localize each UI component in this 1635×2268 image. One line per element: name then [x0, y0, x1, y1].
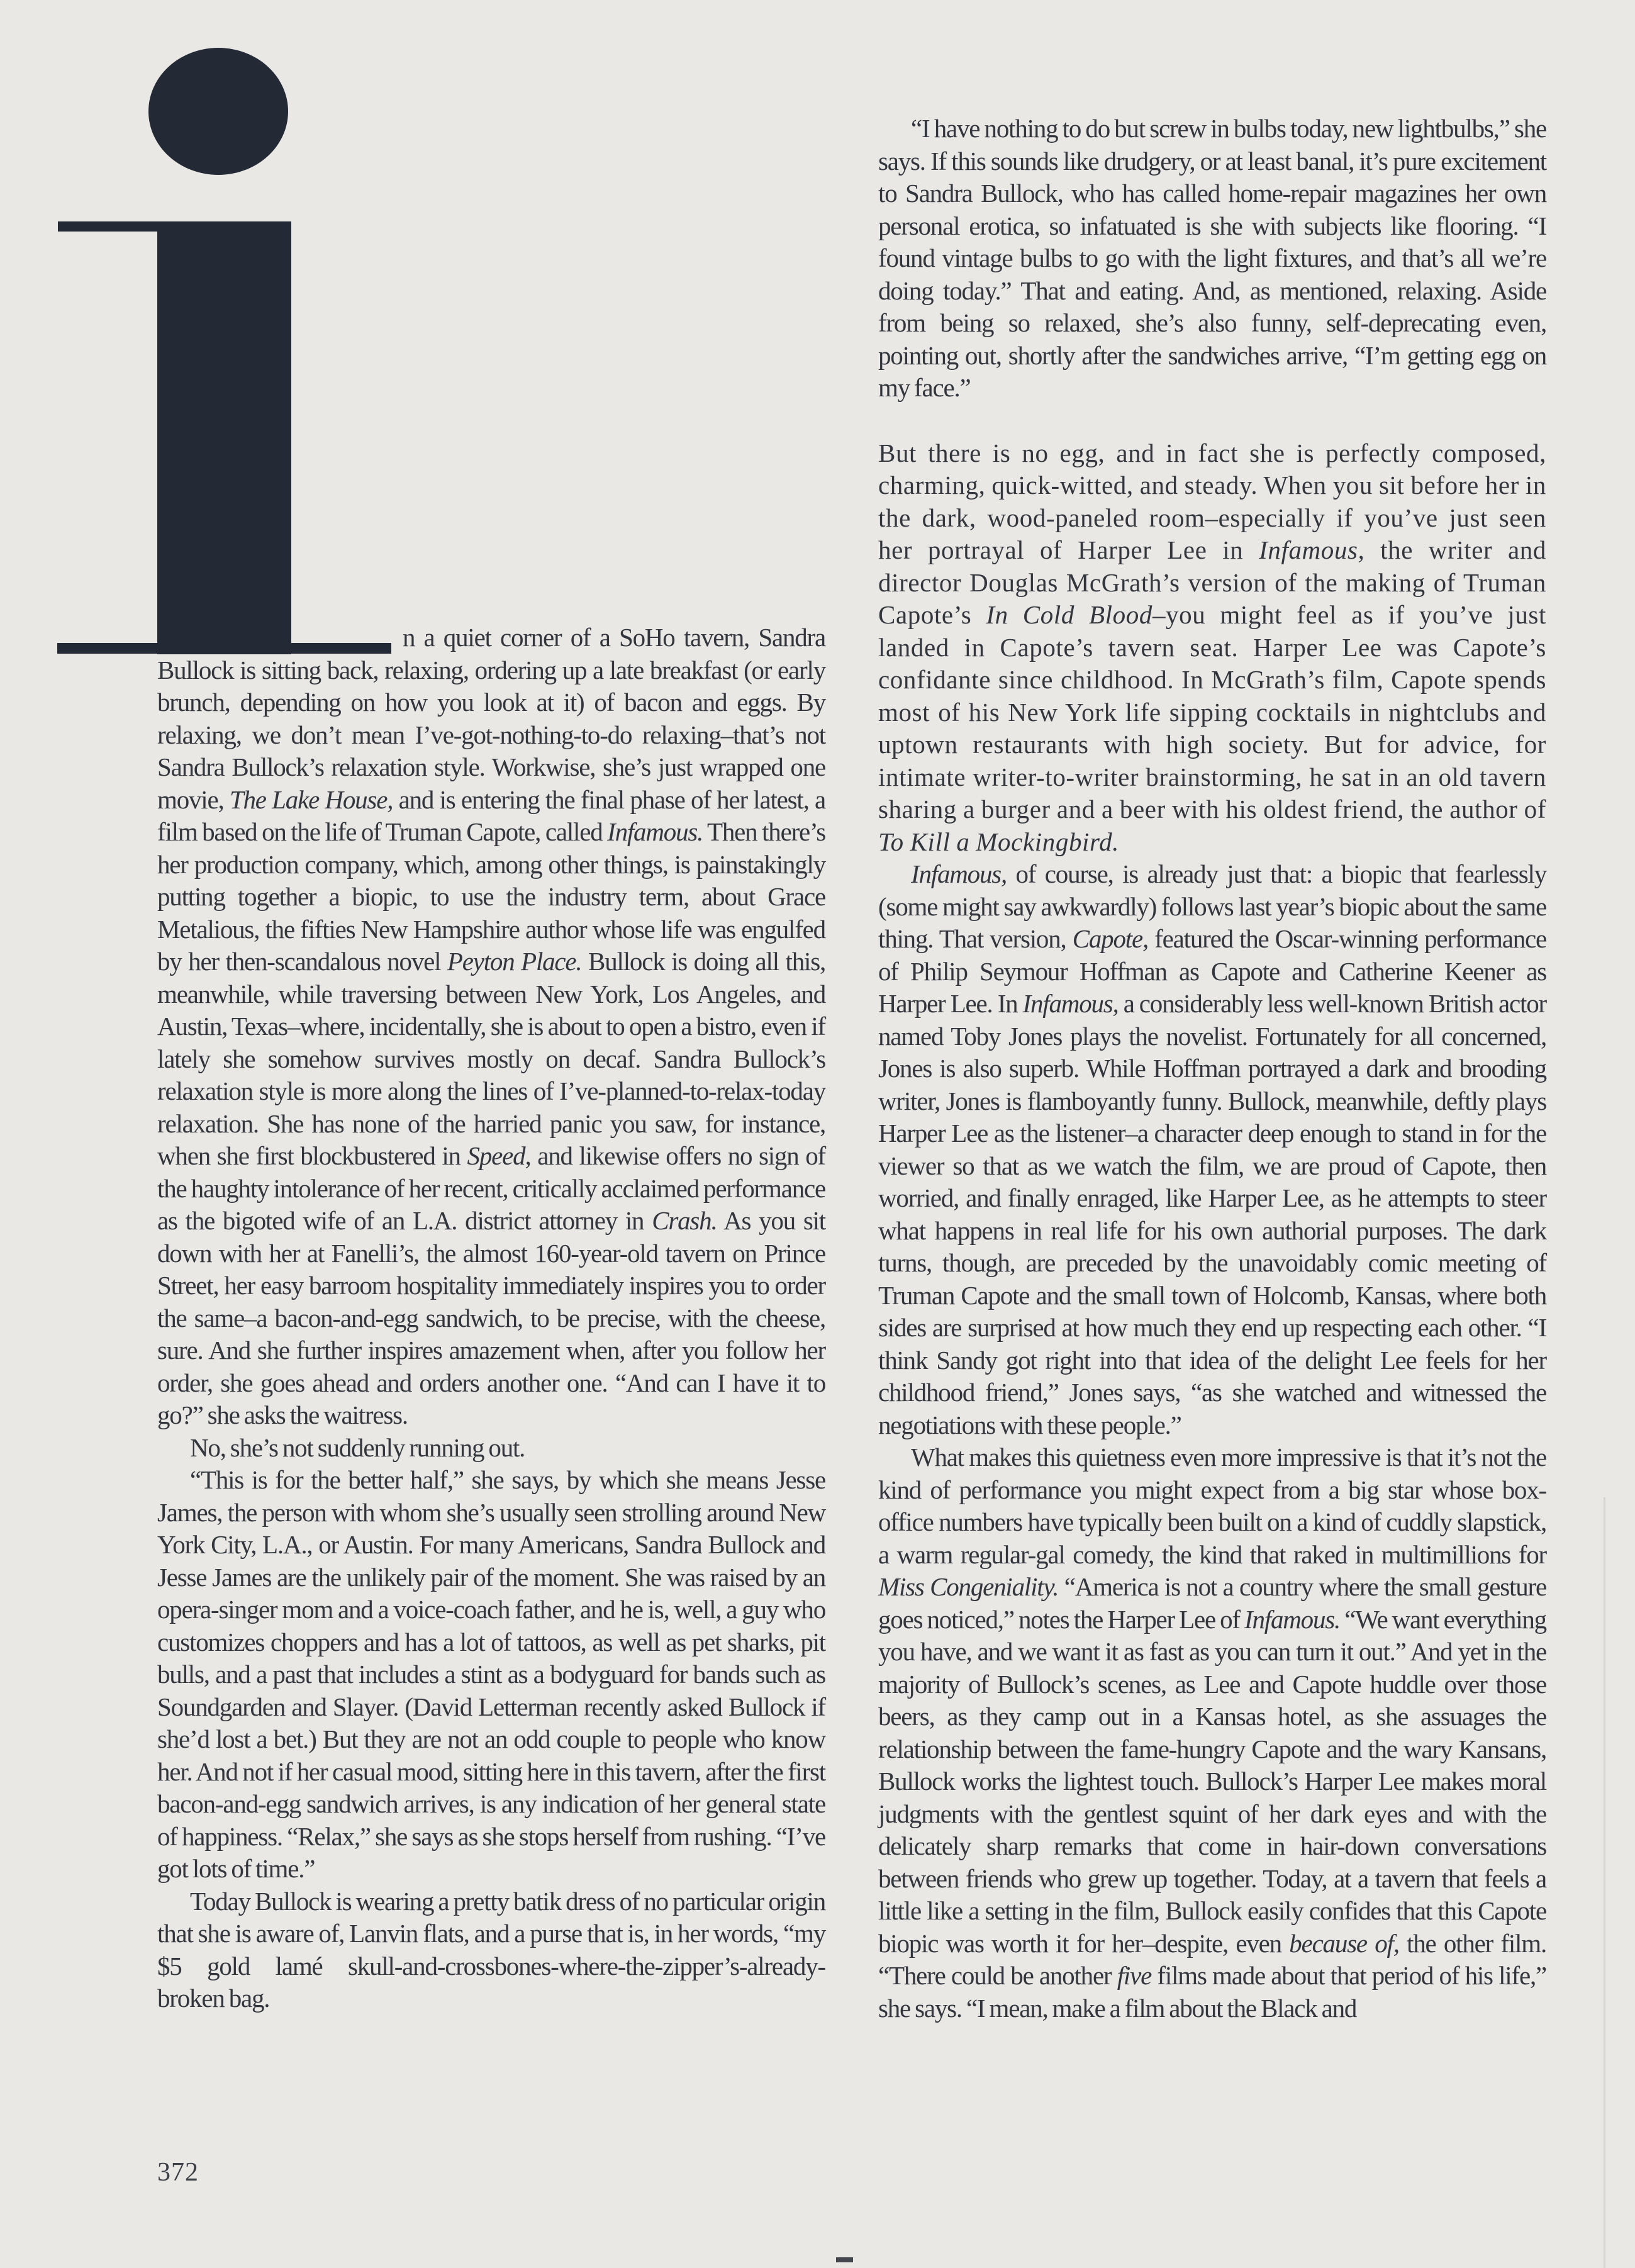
- italic-text-run: five: [1117, 1961, 1152, 1990]
- body-paragraph: [878, 1441, 1546, 2025]
- italic-text-run: Capote,: [1072, 924, 1149, 953]
- italic-text-run: because of,: [1289, 1928, 1399, 1958]
- text-run: What makes this quietness even more impressive is that it’s not the kind of performance you might expect from a big star whose box-office numbers have typically been built on a kind of cuddly slapstick, a warm regular-gal comedy, the kind that raked in multimillions for: [878, 1443, 1546, 1569]
- right-text-column: [878, 113, 1546, 2025]
- italic-text-run: Infamous,: [911, 859, 1007, 888]
- italic-text-run: To Kill a Mockingbird.: [878, 827, 1120, 856]
- text-run: the other film. “There could be another: [878, 1928, 1546, 1990]
- page-number: 372: [157, 2158, 199, 2187]
- text-run: As you sit down with her at Fanelli’s, the almost 160-year-old tavern on Prince Street, her easy barroom hospitality immediately inspires you to order the same–a bacon-and-egg sandwich, to be precise, with the cheese, sure. And she further inspires amazement when, after you follow her order, she goes ahead and orders another one. “And can I have it to go?” she asks the waitress.: [157, 1206, 826, 1429]
- scan-mark-artifact: [836, 2257, 853, 2262]
- text-run: n a quiet corner of a SoHo tavern, Sandra Bullock is sitting back, relaxing, ordering up a late breakfast (or early brunch, depending on how you look at it) of bacon and eggs. By relaxing, we don’t mean I’ve-got-nothing-to-do relaxing–that’s not Sandra Bullock’s relaxation style. Workwise, she’s just wrapped one movie,: [157, 623, 825, 814]
- text-run: –you might feel as if you’ve just landed in Capote’s tavern seat. Harper Lee was Capote’s confidante since childhood. In McGrath’s film, Capote spends most of his New York life sipping cocktails in nightclubs and uptown restaurants with high society. But for advice, for intimate writer-to-writer brainstorming, he sat in an old tavern sharing a burger and a beer with his oldest friend, the author of: [878, 600, 1546, 824]
- italic-text-run: Infamous.: [607, 817, 703, 846]
- text-run: and is entering the final phase of her latest, a film based on the life of Truman Capote, called: [157, 785, 825, 846]
- italic-text-run: Crash.: [652, 1206, 717, 1235]
- drop-cap-top-serif: [58, 221, 160, 232]
- text-run: the writer and director Douglas McGrath’s version of the making of Truman Capote’s: [878, 535, 1546, 629]
- body-paragraph: [157, 1432, 825, 1465]
- italic-text-run: Infamous,: [1022, 989, 1119, 1018]
- left-text-column: [157, 622, 825, 2015]
- text-run: Bullock is doing all this, meanwhile, while traversing between New York, Los Angeles, and Austin, Texas–where, incidentally, she is about to open a bistro, even if lately she somehow survives mostly on decaf. Sandra Bullock’s relaxation style is more along the lines of I’ve-planned-to-relax-today relaxation. She has none of the harried panic you saw, for instance, when she first blockbustered in: [157, 947, 825, 1170]
- text-run: films made about that period of his life,” she says. “I mean, make a film about the Black and: [878, 1961, 1546, 2023]
- text-run: featured the Oscar-winning performance of Philip Seymour Hoffman as Capote and Catherine Keener as Harper Lee. In: [878, 924, 1546, 1018]
- italic-text-run: Infamous,: [1259, 535, 1365, 564]
- italic-text-run: Infamous.: [1244, 1604, 1341, 1634]
- body-paragraph: [157, 622, 825, 1432]
- text-run: and likewise offers no sign of the haughty intolerance of her recent, critically acclaimed performance as the bigoted wife of an L.A. district attorney in: [157, 1141, 825, 1235]
- text-run: a considerably less well-known British actor named Toby Jones plays the novelist. Fortunately for all concerned, Jones is also superb. While Hoffman portrayed a dark and brooding writer, Jones is flamboyantly funny. Bullock, meanwhile, deftly plays Harper Lee as the listener–a character deep enough to stand in for the viewer so that as we watch the film, we are proud of Capote, then worried, and finally enraged, like Harper Lee, as he attempts to steer what happens in real life for his own authorial purposes. The dark turns, though, are preceded by the unavoidably comic meeting of Truman Capote and the small town of Holcomb, Kansas, where both sides are surprised at how much they end up respecting each other. “I think Sandy got right into that idea of the delight Lee feels for her childhood friend,” Jones says, “as she watched and witnessed the negotiations with these people.”: [878, 989, 1546, 1439]
- drop-cap-dot: [148, 48, 288, 175]
- italic-text-run: The Lake House,: [229, 785, 393, 814]
- italic-text-run: Speed,: [467, 1141, 531, 1170]
- drop-cap-stem: [157, 221, 291, 654]
- text-run: “We want everything you have, and we want it as fast as you can turn it out.” And yet in the majority of Bullock’s scenes, as Lee and Capote huddle over those beers, as they camp out in a Kansas hotel, as she assuages the relationship between the fame-hungry Capote and the wary Kansans, Bullock works the lightest touch. Bullock’s Harper Lee makes moral judgments with the gentlest squint of her dark eyes and with the delicately sharp remarks that come in hair-down conversations between friends who grew up together. Today, at a tavern that feels a little like a setting in the film, Bullock easily confides that this Capote biopic was worth it for her–despite, even: [878, 1604, 1546, 1958]
- text-run: No, she’s not suddenly running out.: [190, 1433, 525, 1462]
- body-paragraph: [878, 437, 1546, 859]
- text-run: “I have nothing to do but screw in bulbs today, new lightbulbs,” she says. If this sounds like drudgery, or at least banal, it’s pure excitement to Sandra Bullock, who has called home-repair magazines her own personal erotica, so infatuated is she with subjects like flooring. “I found vintage bulbs to go with the light fixtures, and that’s all we’re doing today.” That and eating. And, as mentioned, relaxing. Aside from being so relaxed, she’s also funny, self-deprecating even, pointing out, shortly after the sandwiches arrive, “I’m getting egg on my face.”: [878, 114, 1546, 402]
- scan-edge-artifact: [1604, 1497, 1605, 2268]
- italic-text-run: In Cold Blood: [986, 600, 1152, 629]
- text-run: “America is not a country where the small gesture goes noticed,” notes the Harper Lee of: [878, 1572, 1547, 1634]
- text-run: of course, is already just that: a biopic that fearlessly (some might say awkwardly) follows last year’s biopic about the same thing. That version,: [878, 859, 1546, 953]
- italic-text-run: Miss Congeniality.: [878, 1572, 1059, 1601]
- body-paragraph: [878, 113, 1546, 405]
- italic-text-run: Peyton Place.: [447, 947, 582, 976]
- text-run: Today Bullock is wearing a pretty batik dress of no particular origin that she is aware of, Lanvin flats, and a purse that is, in her words, “my $5 gold lamé skull-and-crossbones-where-the-zipper’s-already-broken bag.: [157, 1886, 825, 2013]
- body-paragraph: [157, 1464, 825, 1885]
- body-paragraph: [878, 858, 1546, 1441]
- text-run: Then there’s her production company, which, among other things, is painstakingly putting together a biopic, to use the industry term, about Grace Metalious, the fifties New Hampshire author whose life was engulfed by her then-scandalous novel: [157, 817, 825, 976]
- text-run: “This is for the better half,” she says, by which she means Jesse James, the person with whom she’s usually seen strolling around New York City, L.A., or Austin. For many Americans, Sandra Bullock and Jesse James are the unlikely pair of the moment. She was raised by an opera-singer mom and a voice-coach father, and he is, well, a guy who customizes choppers and has a lot of tattoos, as well as pet sharks, pit bulls, and a past that includes a stint as a bodyguard for bands such as Soundgarden and Slayer. (David Letterman recently asked Bullock if she’d lost a bet.) But they are not an odd couple to people who know her. And not if her casual mood, sitting here in this tavern, after the first bacon-and-egg sandwich arrives, is any indication of her general state of happiness. “Relax,” she says as she stops herself from rushing. “I’ve got lots of time.”: [157, 1465, 825, 1883]
- text-run: But there is no egg, and in fact she is perfectly composed, charming, quick-witted, and steady. When you sit before her in the dark, wood-paneled room–especially if you’ve just seen her portrayal of Harper Lee in: [878, 438, 1546, 564]
- body-paragraph: [157, 1885, 825, 2015]
